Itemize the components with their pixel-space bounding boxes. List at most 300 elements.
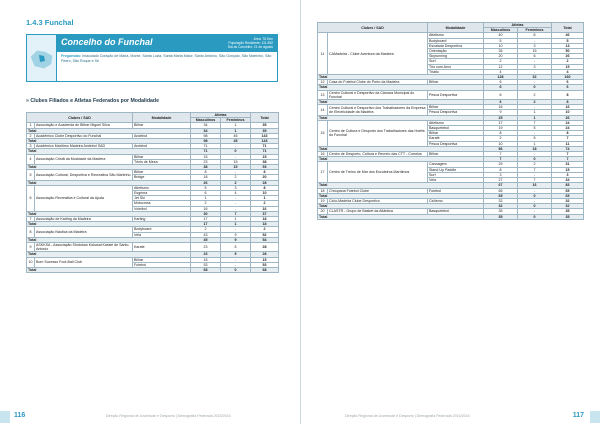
table-row (27, 243, 279, 252)
modalidade-cell: Atletismo (428, 33, 484, 38)
total-femininos: 2 (221, 180, 251, 185)
club-name: Associação e Academia de Bilhar Miguel Silva (35, 123, 133, 128)
total-label: Total (318, 193, 484, 198)
total-sum: 26 (552, 115, 584, 120)
femininos-cell: 2 (221, 175, 251, 180)
femininos-cell: 9 (221, 232, 251, 237)
clubs-table-left (26, 112, 278, 273)
club-number: 1 (27, 123, 35, 128)
total-label: Total (318, 146, 484, 151)
modalidade-cell: Bridge (133, 175, 191, 180)
masculinos-cell: 17 (191, 217, 221, 222)
total-masculinos: 32 (484, 204, 518, 209)
masculinos-cell: 20 (484, 54, 518, 59)
modalidade-cell: Bilhar (428, 105, 484, 110)
club-number: 19 (318, 198, 328, 203)
total-femininos: 18 (518, 146, 552, 151)
femininos-cell: 15 (221, 159, 251, 164)
club-name: Acadêmico Marítimo Madeira Andebol SAD (35, 144, 133, 149)
total-sum: 68 (251, 268, 279, 273)
masculinos-cell: 34 (191, 123, 221, 128)
modalidade-cell: Karting (133, 217, 191, 222)
total-cell: 8 (251, 185, 279, 190)
modalidade-cell: Skyrunning (428, 54, 484, 59)
modalidade-cell: Bilhar (133, 257, 191, 262)
modalidade-cell: Motocross (133, 201, 191, 206)
modalidade-cell: Ténis de Mesa (133, 159, 191, 164)
total-sum: 53 (251, 165, 279, 170)
total-femininos: 45 (221, 139, 251, 144)
total-cell: 38 (251, 159, 279, 164)
total-femininos: 0 (518, 157, 552, 162)
femininos-cell: - (518, 59, 552, 64)
masculinos-cell: 2 (484, 59, 518, 64)
femininos-cell: - (221, 170, 251, 175)
femininos-cell: - (518, 105, 552, 110)
header-clubes: Clubes / SAD (318, 23, 428, 33)
modalidade-cell: Andebol (133, 144, 191, 149)
femininos-cell: - (518, 172, 552, 177)
masculinos-cell: 2 (484, 136, 518, 141)
total-masculinos: 34 (191, 128, 221, 133)
club-name: Associação Cultural, Desportiva e Recreativa São Martinho (35, 170, 133, 180)
total-label: Total (318, 157, 484, 162)
total-cell: 7 (552, 136, 584, 141)
club-name: ASKKSA - Associação Shotokan Kokusai Karaté de Santo António (35, 243, 133, 252)
total-label: Total (27, 165, 191, 170)
masculinos-cell: 5 (191, 185, 221, 190)
total-label: Total (318, 85, 484, 90)
club-name: Centro de Cultura e Desporto dos Trabalhadores das Hotéis do Funchal (328, 120, 428, 146)
total-masculinos: 6 (484, 85, 518, 90)
masculinos-cell: 53 (191, 262, 221, 267)
modalidade-cell: Karaté (133, 243, 191, 252)
total-masculinos: 7 (484, 157, 518, 162)
femininos-cell: 3 (518, 43, 552, 48)
femininos-cell: 2 (518, 90, 552, 99)
total-sum: 74 (552, 146, 584, 151)
club-number: 14 (318, 105, 328, 115)
femininos-cell: - (221, 144, 251, 149)
section-number: 1.4.3 (26, 18, 43, 27)
masculinos-cell: 6 (484, 90, 518, 99)
modalidade-cell: Ciclismo (428, 198, 484, 203)
masculinos-cell: 98 (191, 133, 221, 138)
total-femininos: 1 (221, 128, 251, 133)
total-femininos: 32 (518, 75, 552, 80)
femininos-cell: - (221, 206, 251, 211)
total-sum: 160 (552, 75, 584, 80)
section-name: Funchal (44, 18, 74, 27)
stat-area: Área: 76 Km² (253, 37, 273, 41)
club-name: Associação Recreativa e Cultural da Ajuda (35, 185, 133, 211)
header-clubes: Clubes / SAD (27, 113, 133, 123)
club-number: 8 (27, 227, 35, 237)
modalidade-cell: Vela (133, 232, 191, 237)
total-femininos: 0 (221, 268, 251, 273)
femininos-cell: 1 (221, 123, 251, 128)
modalidade-cell: Bilhar (133, 154, 191, 159)
masculinos-cell: 65 (484, 188, 518, 193)
total-row (318, 214, 584, 219)
header-femininos: Femininos (221, 118, 251, 123)
total-cell: 2 (251, 201, 279, 206)
clubs-table-right (317, 22, 583, 220)
modalidade-cell: Surf (428, 172, 484, 177)
header-femininos: Femininos (518, 28, 552, 33)
masculinos-cell: 32 (484, 198, 518, 203)
total-label: Total (318, 204, 484, 209)
modalidade-cell: Futebol (133, 262, 191, 267)
club-number: 16 (318, 152, 328, 157)
municipality-map (27, 35, 57, 82)
club-number: 4 (27, 154, 35, 164)
masculinos-cell: 12 (484, 64, 518, 69)
total-masculinos: 98 (191, 139, 221, 144)
total-cell: 11 (552, 141, 584, 146)
total-femininos: 15 (221, 165, 251, 170)
total-label: Total (27, 237, 191, 242)
masculinos-cell: 15 (191, 154, 221, 159)
femininos-cell: - (221, 201, 251, 206)
femininos-cell: 5 (221, 243, 251, 252)
total-label: Total (318, 183, 484, 188)
total-sum: 143 (251, 139, 279, 144)
total-cell: 71 (251, 144, 279, 149)
masculinos-cell: 8 (484, 167, 518, 172)
total-femininos: 0 (221, 149, 251, 154)
modalidade-cell: Jet Ski (133, 196, 191, 201)
total-sum: 7 (552, 157, 584, 162)
masculinos-cell: 16 (484, 105, 518, 110)
femininos-cell: 7 (518, 167, 552, 172)
total-label: Total (27, 268, 191, 273)
footer-text: Direção Regional de Juventude e Desporto | Demografia Federada 2015/2016 (106, 414, 231, 418)
total-cell: 10 (251, 191, 279, 196)
femininos-cell: - (518, 152, 552, 157)
club-number: 9 (27, 243, 35, 252)
femininos-cell: 6 (518, 33, 552, 38)
femininos-cell: 1 (221, 217, 251, 222)
total-sum: 35 (552, 214, 584, 219)
total-cell: 10 (552, 110, 584, 115)
right-page (300, 0, 600, 424)
total-cell: 8 (251, 170, 279, 175)
total-label: Total (318, 214, 484, 219)
femininos-cell: 5 (518, 136, 552, 141)
club-name: Centro de Treino de Mar dos Escuteiros Marítimos (328, 162, 428, 183)
club-name: Bom Sucesso Foot-Ball Club (35, 257, 133, 267)
masculinos-cell: 2 (191, 201, 221, 206)
table-body-left (27, 123, 279, 273)
total-masculinos: 45 (191, 237, 221, 242)
total-label: Total (27, 252, 191, 257)
masculinos-cell: 6 (191, 191, 221, 196)
modalidade-cell: Bodyboard (428, 38, 484, 43)
masculinos-cell: 40 (484, 33, 518, 38)
total-label: Total (27, 211, 191, 216)
total-cell: 26 (552, 54, 584, 59)
page-number: 116 (14, 412, 26, 419)
stat-day: Dia do Concelho: 21 de agosto (227, 45, 273, 49)
masculinos-cell: 43 (191, 232, 221, 237)
club-name: Associação Cristã da Mocidade da Madeira (35, 154, 133, 164)
total-masculinos: 68 (191, 268, 221, 273)
total-row (27, 268, 279, 273)
femininos-cell: - (221, 257, 251, 262)
total-sum: 28 (251, 252, 279, 257)
total-cell: 35 (552, 209, 584, 214)
total-sum: 32 (552, 204, 584, 209)
footer-right (301, 410, 600, 424)
total-masculinos: 38 (191, 165, 221, 170)
total-cell: 2 (552, 59, 584, 64)
total-masculinos: 65 (484, 193, 518, 198)
masculinos-cell: 8 (484, 131, 518, 136)
total-label: Total (318, 115, 484, 120)
total-cell: 31 (552, 162, 584, 167)
total-masculinos: 6 (484, 100, 518, 105)
total-masculinos: 67 (484, 183, 518, 188)
club-number: 6 (27, 185, 35, 211)
total-cell: 8 (552, 90, 584, 99)
table-body-right (318, 33, 584, 219)
masculinos-cell: 2 (191, 227, 221, 232)
modalidade-cell: Bodyboard (133, 227, 191, 232)
femininos-cell: - (221, 154, 251, 159)
municipality-banner (26, 34, 278, 82)
header-total: Total (251, 113, 279, 123)
freguesias-list: Imaculado Coração de Maria, Monte, Santa Luzia, Santa Maria Maior, Santo António, São Gonçalo, São Martinho, São Pedro, São Roque e Sé (61, 54, 272, 63)
femininos-cell: - (518, 38, 552, 43)
total-sum: 71 (251, 149, 279, 154)
total-masculinos: 30 (191, 211, 221, 216)
modalidade-cell: Karaté (428, 136, 484, 141)
modalidade-cell: Bilhar (133, 170, 191, 175)
femininos-cell: 1 (518, 110, 552, 115)
total-femininos: 16 (518, 183, 552, 188)
total-cell: 53 (251, 262, 279, 267)
total-femininos: 0 (518, 214, 552, 219)
masculinos-cell: 10 (484, 141, 518, 146)
header-masculinos: Masculinos (191, 118, 221, 123)
total-cell: 13 (552, 43, 584, 48)
masculinos-cell: 27 (484, 178, 518, 183)
club-number: 3 (27, 144, 35, 149)
map-icon (27, 35, 57, 82)
footer-left (0, 410, 300, 424)
total-femininos: 0 (518, 85, 552, 90)
modalidade-cell: Voleibol (133, 206, 191, 211)
modalidade-cell: Triatlo (428, 69, 484, 74)
modalidade-cell: Esgrima (133, 191, 191, 196)
masculinos-cell: 3 (484, 172, 518, 177)
banner-title: Concelho do Funchal (61, 37, 153, 47)
total-cell: 20 (251, 175, 279, 180)
masculinos-cell: 6 (484, 80, 518, 85)
total-cell: 16 (552, 105, 584, 110)
total-sum: 65 (552, 193, 584, 198)
total-masculinos: 56 (484, 146, 518, 151)
modalidade-cell: Futebol (428, 188, 484, 193)
header-total: Total (552, 23, 584, 33)
total-cell: 15 (251, 154, 279, 159)
total-sum: 8 (552, 100, 584, 105)
club-name: Centro de Desporto, Cultura e Recreio das CTT - Correios (328, 152, 428, 157)
total-femininos: 5 (221, 252, 251, 257)
header-modalidade: Modalidade (428, 23, 484, 33)
femininos-cell: 45 (221, 133, 251, 138)
page-number: 117 (572, 412, 584, 419)
total-masculinos: 35 (484, 214, 518, 219)
total-cell: 18 (251, 217, 279, 222)
total-cell: 65 (552, 188, 584, 193)
masculinos-cell: 23 (191, 243, 221, 252)
club-number: 20 (318, 209, 328, 214)
total-cell: 24 (552, 126, 584, 131)
club-number: 7 (27, 217, 35, 222)
stat-population: População Residente: 111 892 (228, 41, 273, 45)
total-cell: 35 (251, 123, 279, 128)
club-number: 12 (318, 80, 328, 85)
total-cell: 24 (552, 120, 584, 125)
total-cell: 7 (552, 152, 584, 157)
total-cell: 15 (552, 167, 584, 172)
club-number: 17 (318, 162, 328, 183)
masculinos-cell: 29 (484, 162, 518, 167)
total-femininos: 1 (518, 115, 552, 120)
total-femininos: 7 (221, 211, 251, 216)
total-cell: 5 (552, 38, 584, 43)
total-cell: 28 (251, 243, 279, 252)
total-cell: 32 (552, 198, 584, 203)
modalidade-cell: Pesca Desportiva (428, 90, 484, 99)
total-cell: 52 (251, 232, 279, 237)
total-cell: 15 (552, 64, 584, 69)
club-number: 10 (27, 257, 35, 267)
masculinos-cell: 18 (191, 175, 221, 180)
total-sum: 6 (552, 85, 584, 90)
club-number: 11 (318, 33, 328, 75)
club-name: Associação Náutica da Madeira (35, 227, 133, 237)
club-name: Acadêmico Clube Desportivo do Funchal (35, 133, 133, 138)
modalidade-cell: Surf (428, 59, 484, 64)
club-number: 5 (27, 170, 35, 180)
total-sum: 54 (251, 237, 279, 242)
total-femininos: 0 (518, 204, 552, 209)
club-number: 18 (318, 188, 328, 193)
total-sum: 83 (552, 183, 584, 188)
total-cell: 16 (251, 206, 279, 211)
femininos-cell: 7 (518, 120, 552, 125)
municipality-stats (228, 37, 273, 49)
total-cell: 143 (251, 133, 279, 138)
total-cell: 2 (251, 227, 279, 232)
total-cell: 46 (552, 33, 584, 38)
modalidade-cell: Canoagem (428, 162, 484, 167)
femininos-cell: 15 (518, 49, 552, 54)
modalidade-cell: Pesca Desportiva (428, 141, 484, 146)
header-modalidade: Modalidade (133, 113, 191, 123)
total-label: Total (318, 75, 484, 80)
femininos-cell: 5 (518, 126, 552, 131)
section-title (26, 18, 74, 27)
club-name: Casa do Futebol Clube do Porto da Madeira (328, 80, 428, 85)
femininos-cell: 3 (221, 185, 251, 190)
total-cell: 15 (251, 257, 279, 262)
femininos-cell: 3 (518, 64, 552, 69)
total-cell: 8 (552, 131, 584, 136)
total-femininos: 9 (221, 237, 251, 242)
femininos-cell: 4 (221, 191, 251, 196)
femininos-cell: - (221, 262, 251, 267)
total-masculinos: 25 (484, 115, 518, 120)
masculinos-cell: 5 (484, 38, 518, 43)
total-masculinos: 23 (191, 252, 221, 257)
total-masculinos: 26 (191, 180, 221, 185)
club-name: Ciclo-Madeira Clube Desportivo (328, 198, 428, 203)
club-name: Associação de Karting da Madeira (35, 217, 133, 222)
total-femininos: 0 (518, 193, 552, 198)
header-atletas: Atletas (191, 113, 251, 118)
femininos-cell: - (518, 69, 552, 74)
table-subtitle: » Clubes Filiados e Atletas Federados por Modalidade (26, 98, 159, 104)
masculinos-cell: 8 (191, 170, 221, 175)
header-masculinos: Masculinos (484, 28, 518, 33)
freguesias (61, 54, 273, 64)
modalidade-cell: Atletismo (133, 185, 191, 190)
femininos-cell: - (518, 80, 552, 85)
modalidade-cell: Andebol (133, 133, 191, 138)
modalidade-cell: Bilhar (428, 80, 484, 85)
club-number: 13 (318, 90, 328, 99)
modalidade-cell: Basquetebol (428, 209, 484, 214)
masculinos-cell: 15 (191, 257, 221, 262)
femininos-cell: 7 (518, 178, 552, 183)
total-cell: 1 (251, 196, 279, 201)
masculinos-cell: 71 (191, 144, 221, 149)
footer-text: Direção Regional de Juventude e Desporto | Demografia Federada 2015/2016 (345, 414, 470, 418)
femininos-cell: - (518, 209, 552, 214)
club-name: CLASTR - Grupo de Basket da Atlântica (328, 209, 428, 214)
total-masculinos: 128 (484, 75, 518, 80)
femininos-cell: - (518, 198, 552, 203)
freguesias-label: Freguesias: (61, 54, 82, 58)
modalidade-cell: Basquetebol (428, 126, 484, 131)
modalidade-cell: Atletismo (428, 120, 484, 125)
total-cell: 6 (552, 80, 584, 85)
modalidade-cell: Stand Up Paddle (428, 167, 484, 172)
femininos-cell: - (518, 131, 552, 136)
club-name: CAMadeira - Clube Aventura da Madeira (328, 33, 428, 75)
total-sum: 18 (251, 222, 279, 227)
club-name: Choupana Futebol Clube (328, 188, 428, 193)
club-number: 2 (27, 133, 35, 138)
total-label: Total (318, 100, 484, 105)
masculinos-cell: 16 (191, 206, 221, 211)
total-masculinos: 71 (191, 149, 221, 154)
modalidade-cell: Vela (428, 178, 484, 183)
femininos-cell: 6 (518, 54, 552, 59)
masculinos-cell: 35 (484, 209, 518, 214)
modalidade-cell: Bilhar (428, 131, 484, 136)
footer-strip (590, 411, 600, 423)
modalidade-cell: Bilhar (133, 123, 191, 128)
total-femininos: 2 (518, 100, 552, 105)
masculinos-cell: 17 (484, 120, 518, 125)
club-name: Centro Cultural e Desportivo da Câmara Municipal do Funchal (328, 90, 428, 99)
total-label: Total (27, 222, 191, 227)
